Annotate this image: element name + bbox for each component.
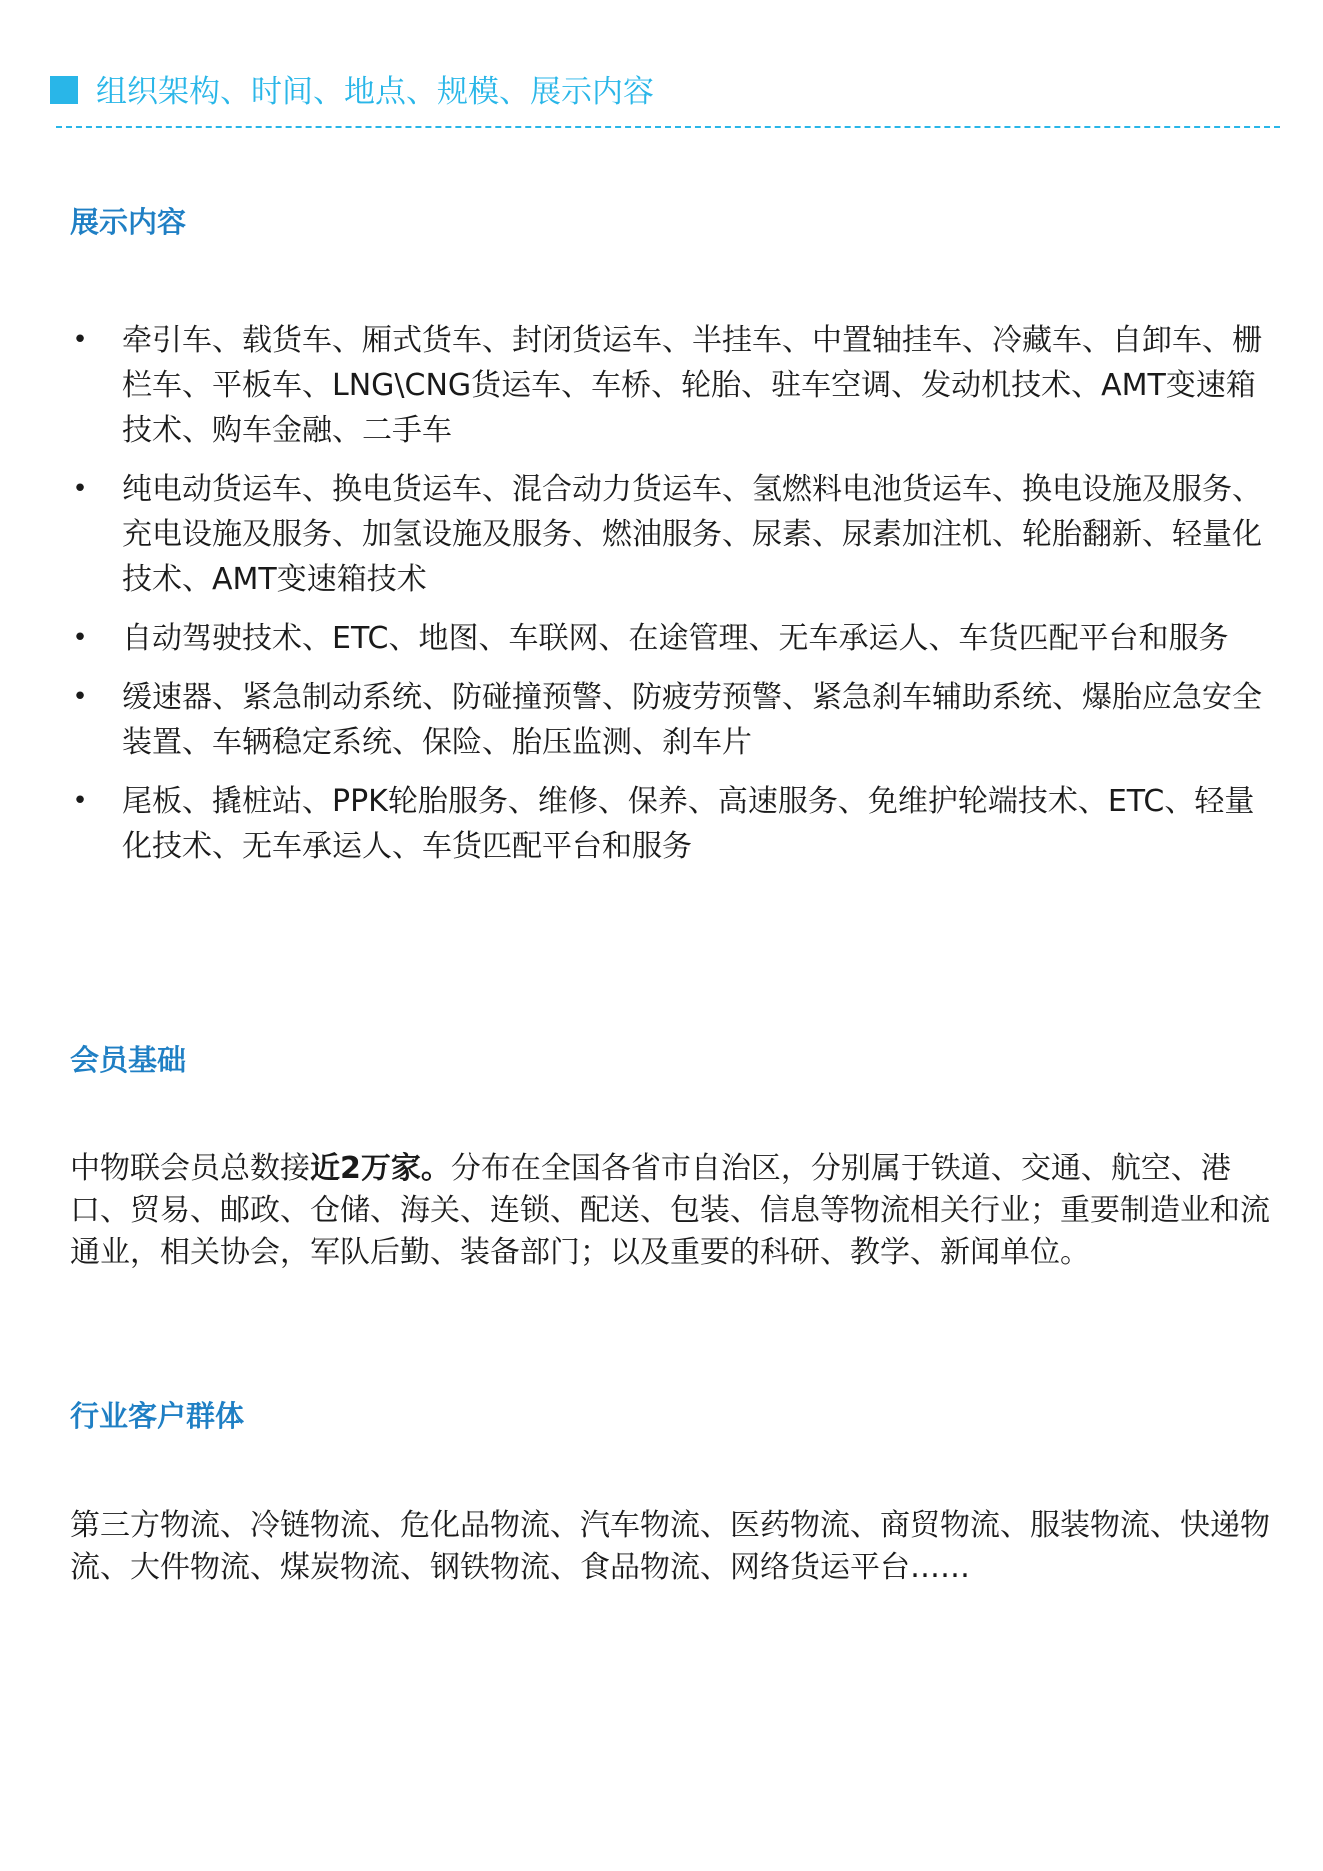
membership-text-start: 中物联会员总数接 <box>70 1151 310 1186</box>
list-item-text: 纯电动货运车、换电货运车、混合动力货运车、氢燃料电池货运车、换电设施及服务、充电设施及服务、加氢设施及服务、燃油服务、尿素、尿素加注机、轮胎翻新、轻量化技术、AMT变速箱技术 <box>122 472 1262 597</box>
list-item-text: 缓速器、紧急制动系统、防碰撞预警、防疲劳预警、紧急刹车辅助系统、爆胎应急安全装置、车辆稳定系统、保险、胎压监测、刹车片 <box>122 680 1262 760</box>
bullet-icon: • <box>72 623 88 653</box>
list-item <box>70 318 1270 453</box>
customers-paragraph: 第三方物流、冷链物流、危化品物流、汽车物流、医药物流、商贸物流、服装物流、快递物流、大件物流、煤炭物流、钢铁物流、食品物流、网络货运平台…… <box>70 1508 1270 1585</box>
list-item-text: 牵引车、载货车、厢式货车、封闭货运车、半挂车、中置轴挂车、冷藏车、自卸车、栅栏车、平板车、LNG\CNG货运车、车桥、轮胎、驻车空调、发动机技术、AMT变速箱技术、购车金融、二手车 <box>122 323 1262 448</box>
membership-text-rest: 分布在全国各省市自治区，分别属于铁道、交通、航空、港口、贸易、邮政、仓储、海关、连锁、配送、包装、信息等物流相关行业；重要制造业和流通业，相关协会，军队后勤、装备部门；以及重要的科研、教学、新闻单位。 <box>70 1151 1270 1270</box>
exhibition-list <box>70 318 1270 883</box>
section-heading-exhibition: 展示内容 <box>70 205 187 239</box>
page-header <box>50 72 1280 132</box>
list-item <box>70 467 1270 602</box>
bullet-icon: • <box>72 325 88 355</box>
section-heading-customers: 行业客户群体 <box>70 1399 245 1433</box>
section-heading-membership: 会员基础 <box>70 1043 187 1077</box>
bullet-icon: • <box>72 786 88 816</box>
header-dashed-divider <box>56 126 1280 128</box>
header-square-icon <box>50 76 78 104</box>
list-item-text: 自动驾驶技术、ETC、地图、车联网、在途管理、无车承运人、车货匹配平台和服务 <box>122 621 1229 656</box>
bullet-icon: • <box>72 682 88 712</box>
list-item <box>70 616 1270 661</box>
bullet-icon: • <box>72 474 88 504</box>
membership-count-highlight: 近2万家。 <box>310 1151 451 1186</box>
membership-paragraph <box>70 1148 1270 1274</box>
list-item-text: 尾板、撬桩站、PPK轮胎服务、维修、保养、高速服务、免维护轮端技术、ETC、轻量化技术、无车承运人、车货匹配平台和服务 <box>122 784 1255 864</box>
page-title: 组织架构、时间、地点、规模、展示内容 <box>96 74 654 110</box>
list-item <box>70 675 1270 765</box>
list-item <box>70 779 1270 869</box>
